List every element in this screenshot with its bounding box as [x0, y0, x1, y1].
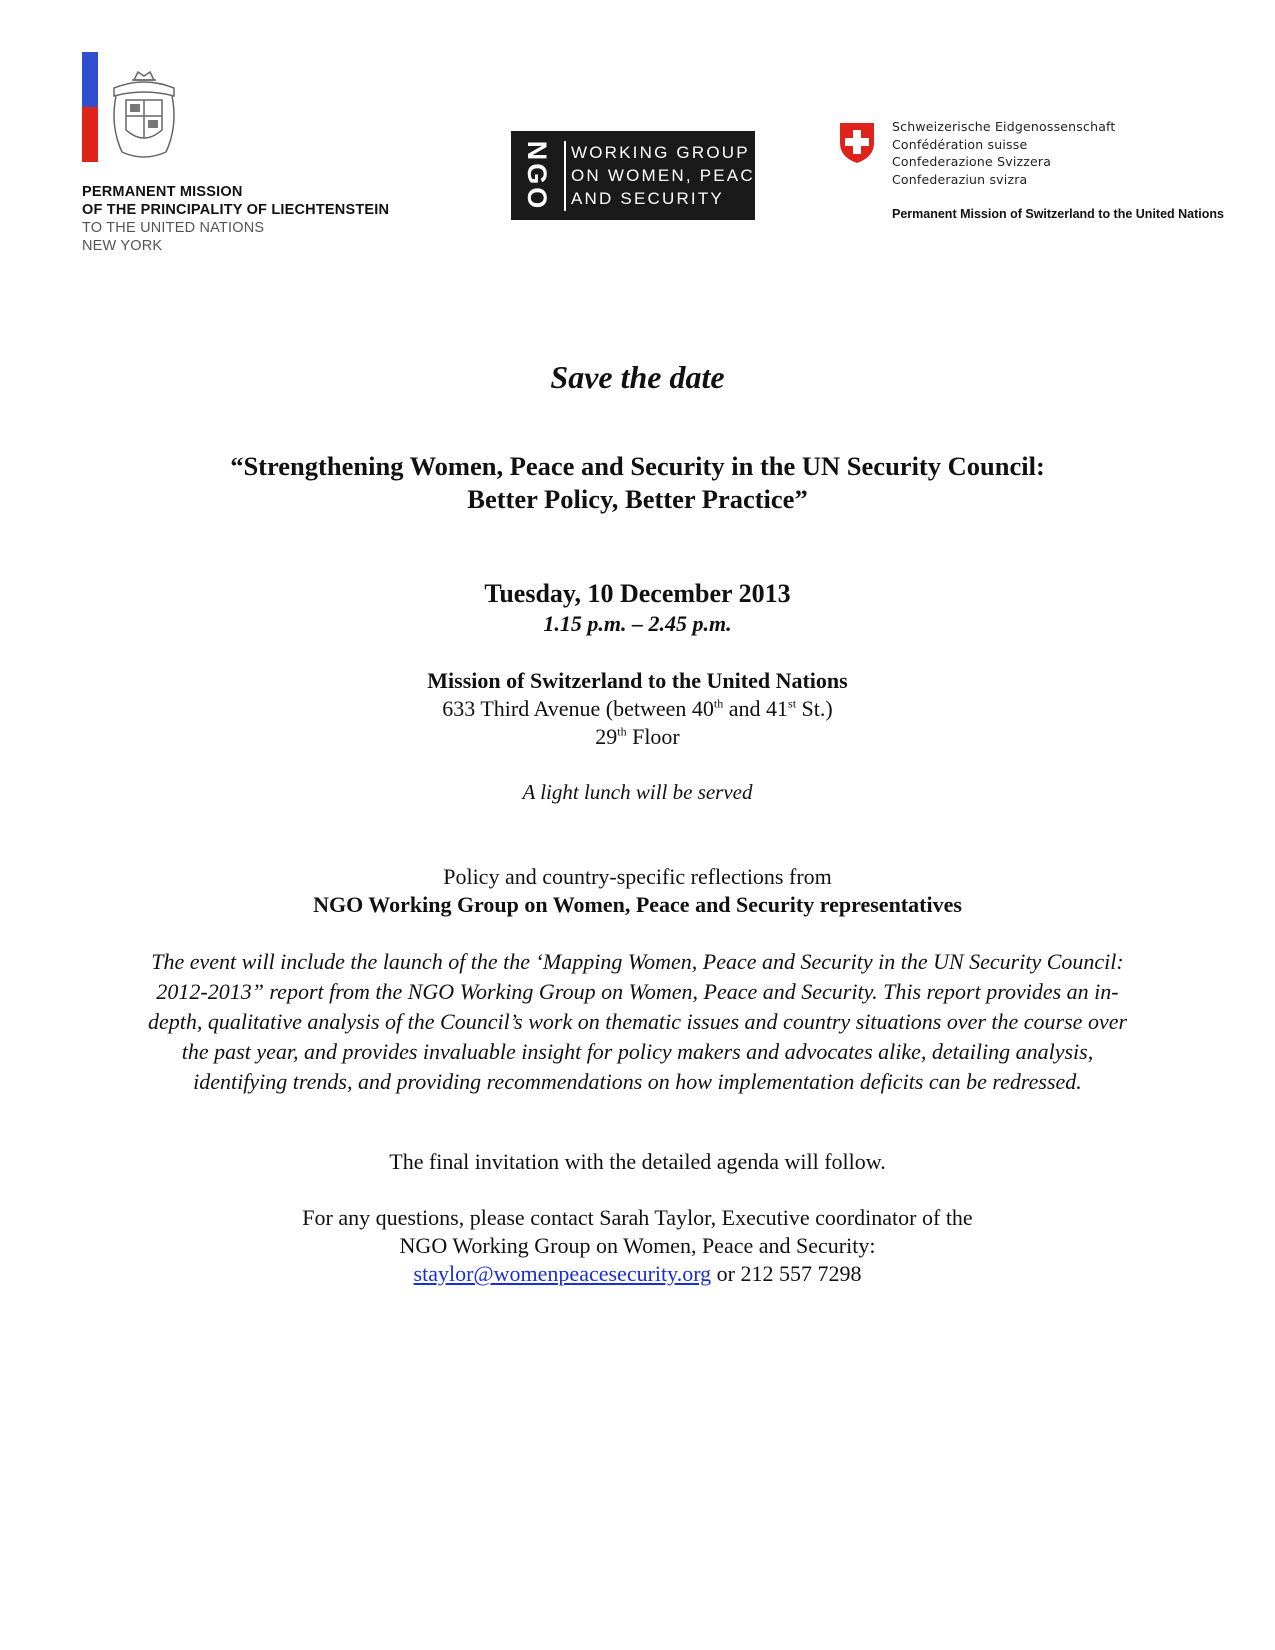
- save-the-date-heading: Save the date: [550, 359, 725, 395]
- address-prefix: 633 Third Avenue (between 40: [442, 696, 714, 721]
- swiss-mission-label: Permanent Mission of Switzerland to the United Nations: [892, 207, 1224, 221]
- event-address: [0, 695, 1275, 723]
- contact-line-3: [0, 1260, 1275, 1288]
- event-floor: [0, 723, 1275, 751]
- ngo-abbr: NGO: [522, 140, 553, 212]
- floor-sup: th: [617, 724, 627, 739]
- final-invitation-note: The final invitation with the detailed agenda will follow.: [389, 1149, 886, 1174]
- address-sup-2: st: [788, 696, 797, 711]
- address-suffix: St.): [796, 696, 833, 721]
- ngo-line-2: ON WOMEN, PEACE: [571, 166, 769, 185]
- swiss-cross-shield-icon: [838, 121, 876, 165]
- swiss-name-rm: Confederaziun svizra: [892, 171, 1028, 187]
- ngo-line-3: AND SECURITY: [571, 189, 724, 208]
- lie-line-1: PERMANENT MISSION: [82, 184, 243, 200]
- event-title-line-2: Better Policy, Better Practice”: [467, 484, 808, 514]
- ngo-working-group-logo: [511, 131, 769, 220]
- ngo-line-1: WORKING GROUP: [571, 143, 750, 162]
- lie-line-3: TO THE UNITED NATIONS: [82, 220, 265, 236]
- ngo-logo-text: [571, 141, 768, 210]
- swiss-name-fr: Confédération suisse: [892, 136, 1028, 152]
- event-title: [0, 450, 1275, 516]
- contact-block: [0, 1204, 1275, 1288]
- contact-line-1: For any questions, please contact Sarah Taylor, Executive coordinator of the: [302, 1205, 973, 1230]
- lunch-note: A light lunch will be served: [522, 780, 753, 804]
- contact-line-2: NGO Working Group on Women, Peace and Security:: [399, 1233, 876, 1258]
- event-time: 1.15 p.m. – 2.45 p.m.: [543, 611, 732, 636]
- event-date: Tuesday, 10 December 2013: [484, 579, 791, 608]
- swiss-name-it: Confederazione Svizzera: [892, 154, 1052, 169]
- policy-intro: Policy and country-specific reflections from: [443, 864, 832, 889]
- contact-email-link[interactable]: staylor@womenpeacesecurity.org: [413, 1261, 712, 1286]
- address-sup-1: th: [713, 696, 724, 711]
- contact-phone: or 212 557 7298: [711, 1261, 862, 1286]
- event-venue: Mission of Switzerland to the United Nations: [427, 668, 848, 693]
- lie-line-2: OF THE PRINCIPALITY OF LIECHTENSTEIN: [82, 202, 390, 218]
- liechtenstein-coat-of-arms-icon: [104, 66, 184, 166]
- liechtenstein-flag-bar: [82, 52, 98, 162]
- floor-number: 29: [595, 724, 618, 749]
- policy-representatives: NGO Working Group on Women, Peace and Security representatives: [313, 892, 962, 917]
- floor-label: Floor: [626, 724, 680, 749]
- address-mid: and 41: [723, 696, 789, 721]
- swiss-confederation-names: [892, 118, 1116, 188]
- lie-line-4: NEW YORK: [82, 238, 163, 254]
- event-description-paragraph: The event will include the launch of the the ‘Mapping Women, Peace and Security in the UN Security Council: 2012-2013” report from the NGO Working Group on Women, Peace and Security. This report provides an in-depth, qualitative analysis of the Council’s work on thematic issues and country situations over the course over the past year, and provides invaluable insight for policy makers and advocates alike, detailing analysis, identifying trends, and providing recommendations on how implementation deficits can be redressed.: [147, 949, 1128, 1094]
- event-title-line-1: “Strengthening Women, Peace and Security in the UN Security Council:: [230, 451, 1045, 481]
- ngo-divider: [564, 141, 566, 211]
- liechtenstein-mission-text: [82, 183, 389, 255]
- swiss-name-de: Schweizerische Eidgenossenschaft: [892, 119, 1116, 134]
